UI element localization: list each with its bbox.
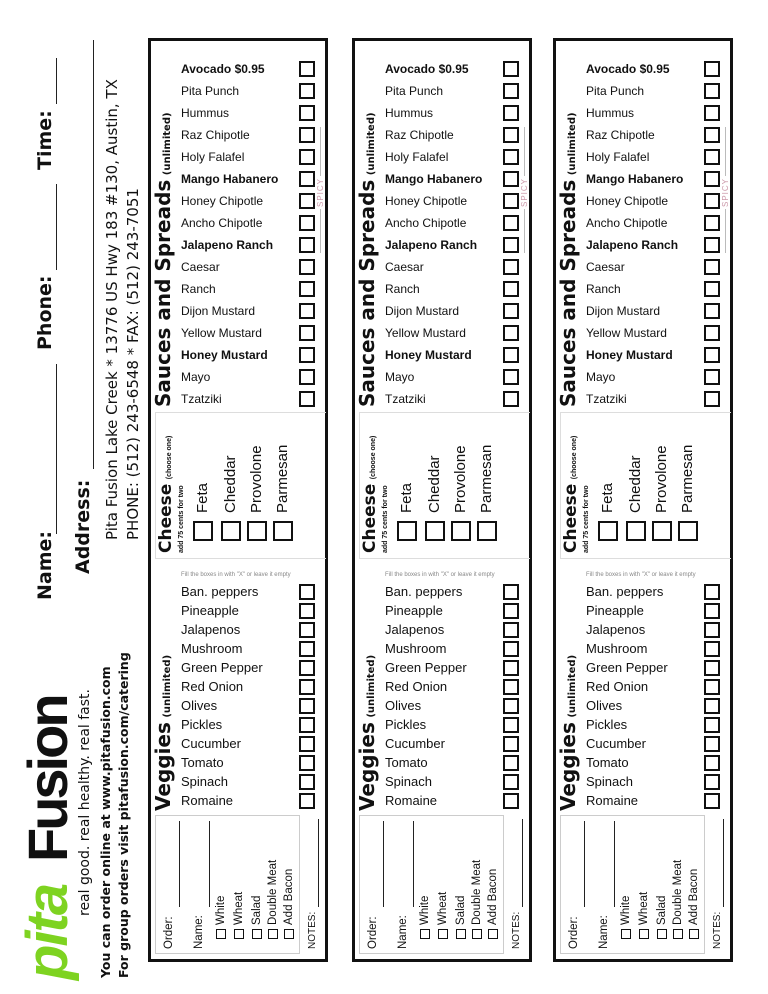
veggie-jalapenos: Jalapenos [586, 622, 646, 637]
veggie-tomato: Tomato [385, 755, 428, 770]
checkbox-green-pepper[interactable] [299, 660, 315, 676]
veggie-spinach: Spinach [181, 774, 228, 789]
checkbox-provolone[interactable] [652, 521, 672, 541]
checkbox-dijon-mustard[interactable] [299, 303, 315, 319]
cheese-subtitle: add 75 cents for two [178, 485, 185, 553]
checkbox-provolone[interactable] [451, 521, 471, 541]
checkbox-ban-peppers[interactable] [704, 584, 720, 600]
veggie-romaine: Romaine [181, 793, 234, 808]
veggie-cucumber: Cucumber [385, 736, 445, 751]
checkbox-cucumber[interactable] [704, 736, 720, 752]
sauce-raz-chipotle: Raz Chipotle [181, 128, 250, 142]
checkbox-avocado-0-95[interactable] [704, 61, 720, 77]
checkbox-ancho-chipotle[interactable] [704, 215, 720, 231]
cheese-parmesan: Parmesan [679, 444, 696, 513]
sauce-dijon-mustard: Dijon Mustard [181, 304, 256, 318]
sauce-holy-falafel: Holy Falafel [586, 150, 650, 164]
checkbox-mayo[interactable] [299, 369, 315, 385]
checkbox-white[interactable] [420, 929, 430, 939]
sauce-ancho-chipotle: Ancho Chipotle [586, 216, 668, 230]
option-add-bacon: Add Bacon [688, 868, 700, 925]
checkbox-yellow-mustard[interactable] [503, 325, 519, 341]
cheese-parmesan: Parmesan [274, 444, 291, 513]
address-field[interactable] [93, 40, 94, 469]
sauce-raz-chipotle: Raz Chipotle [385, 128, 454, 142]
veggie-olives: Olives [385, 698, 422, 713]
option-salad: Salad [251, 895, 263, 925]
sauces-title: Sauces and Spreads (unlimited) [355, 112, 379, 407]
sauce-tzatziki: Tzatziki [385, 392, 426, 406]
option-white: White [620, 895, 632, 925]
option-wheat: Wheat [437, 891, 449, 925]
veggie-tomato: Tomato [586, 755, 629, 770]
order-ticket-3 [553, 38, 733, 962]
veggie-green-pepper: Green Pepper [385, 660, 467, 675]
checkbox-pineapple[interactable] [704, 603, 720, 619]
checkbox-spinach[interactable] [503, 774, 519, 790]
checkbox-cheddar[interactable] [425, 521, 445, 541]
checkbox-provolone[interactable] [247, 521, 267, 541]
sauce-tzatziki: Tzatziki [586, 392, 627, 406]
veggies-note: Fill the boxes in with "X" or leave it empty [586, 572, 696, 578]
spicy-label: SPICY [520, 177, 529, 207]
cheese-feta: Feta [194, 482, 211, 513]
checkbox-ranch[interactable] [299, 281, 315, 297]
notes-label: NOTES: [712, 911, 723, 949]
option-white: White [215, 895, 227, 925]
checkbox-cheddar[interactable] [626, 521, 646, 541]
checkbox-pita-punch[interactable] [704, 83, 720, 99]
checkbox-red-onion[interactable] [503, 679, 519, 695]
veggie-cucumber: Cucumber [181, 736, 241, 751]
veggie-tomato: Tomato [181, 755, 224, 770]
veggie-ban-peppers: Ban. peppers [586, 584, 664, 599]
checkbox-hummus[interactable] [299, 105, 315, 121]
time-label: Time: [34, 110, 56, 170]
checkbox-white[interactable] [216, 929, 226, 939]
checkbox-green-pepper[interactable] [704, 660, 720, 676]
veggies-title: Veggies (unlimited) [556, 654, 580, 811]
ticket-name-label: Name: [397, 915, 409, 949]
checkbox-red-onion[interactable] [299, 679, 315, 695]
cheese-provolone: Provolone [653, 445, 670, 513]
veggie-red-onion: Red Onion [181, 679, 244, 694]
option-salad: Salad [455, 895, 467, 925]
time-field[interactable] [56, 58, 57, 104]
online-order-text: You can order online at www.pitafusion.com [98, 666, 113, 978]
checkbox-honey-chipotle[interactable] [503, 193, 519, 209]
checkbox-salad[interactable] [657, 929, 667, 939]
veggie-olives: Olives [181, 698, 218, 713]
notes-label: NOTES: [307, 911, 318, 949]
checkbox-caesar[interactable] [503, 259, 519, 275]
sauce-mayo: Mayo [586, 370, 616, 384]
checkbox-yellow-mustard[interactable] [704, 325, 720, 341]
checkbox-pickles[interactable] [704, 717, 720, 733]
sauces-title: Sauces and Spreads (unlimited) [556, 112, 580, 407]
checkbox-feta[interactable] [193, 521, 213, 541]
veggies-note: Fill the boxes in with "X" or leave it empty [385, 572, 495, 578]
checkbox-olives[interactable] [704, 698, 720, 714]
checkbox-mango-habanero[interactable] [704, 171, 720, 187]
checkbox-double-meat[interactable] [472, 929, 482, 939]
checkbox-olives[interactable] [503, 698, 519, 714]
checkbox-jalapenos[interactable] [704, 622, 720, 638]
sauce-jalapeno-ranch: Jalapeno Ranch [586, 238, 679, 252]
sauces-title: Sauces and Spreads (unlimited) [151, 112, 175, 407]
notes-field[interactable] [723, 819, 724, 907]
cheese-cheddar: Cheddar [426, 455, 443, 513]
order-ticket-2 [352, 38, 532, 962]
checkbox-spinach[interactable] [299, 774, 315, 790]
checkbox-mayo[interactable] [503, 369, 519, 385]
checkbox-wheat[interactable] [234, 929, 244, 939]
ticket-name-field[interactable] [614, 821, 615, 907]
cheese-title: Cheese (choose one) [156, 435, 176, 553]
checkbox-mushroom[interactable] [503, 641, 519, 657]
order-label: Order: [568, 916, 580, 949]
sauce-avocado-0-95: Avocado $0.95 [181, 62, 265, 76]
sauce-dijon-mustard: Dijon Mustard [385, 304, 460, 318]
checkbox-spinach[interactable] [704, 774, 720, 790]
sauce-mango-habanero: Mango Habanero [181, 172, 279, 186]
sauce-pita-punch: Pita Punch [586, 84, 645, 98]
checkbox-pickles[interactable] [299, 717, 315, 733]
checkbox-ban-peppers[interactable] [299, 584, 315, 600]
veggie-mushroom: Mushroom [586, 641, 648, 656]
checkbox-ancho-chipotle[interactable] [503, 215, 519, 231]
veggie-jalapenos: Jalapenos [385, 622, 445, 637]
checkbox-honey-mustard[interactable] [704, 347, 720, 363]
sauce-honey-mustard: Honey Mustard [385, 348, 472, 362]
ticket-name-field[interactable] [413, 821, 414, 907]
sauce-pita-punch: Pita Punch [385, 84, 444, 98]
sauce-pita-punch: Pita Punch [181, 84, 240, 98]
sauce-caesar: Caesar [181, 260, 220, 274]
checkbox-avocado-0-95[interactable] [503, 61, 519, 77]
logo-pita: pita [15, 884, 80, 980]
checkbox-holy-falafel[interactable] [299, 149, 315, 165]
checkbox-romaine[interactable] [299, 793, 315, 809]
cheese-title: Cheese (choose one) [561, 435, 581, 553]
notes-field[interactable] [318, 819, 319, 907]
checkbox-honey-chipotle[interactable] [704, 193, 720, 209]
veggie-cucumber: Cucumber [586, 736, 646, 751]
checkbox-romaine[interactable] [704, 793, 720, 809]
checkbox-mango-habanero[interactable] [299, 171, 315, 187]
checkbox-green-pepper[interactable] [503, 660, 519, 676]
checkbox-ancho-chipotle[interactable] [299, 215, 315, 231]
veggie-pineapple: Pineapple [385, 603, 443, 618]
cheese-provolone: Provolone [248, 445, 265, 513]
logo-fusion: Fusion [16, 696, 79, 862]
sauce-yellow-mustard: Yellow Mustard [385, 326, 466, 340]
checkbox-ranch[interactable] [704, 281, 720, 297]
checkbox-jalapeno-ranch[interactable] [704, 237, 720, 253]
sauce-ranch: Ranch [586, 282, 621, 296]
checkbox-cucumber[interactable] [503, 736, 519, 752]
sauce-holy-falafel: Holy Falafel [181, 150, 245, 164]
veggie-pickles: Pickles [181, 717, 223, 732]
checkbox-pineapple[interactable] [299, 603, 315, 619]
option-salad: Salad [656, 895, 668, 925]
veggie-mushroom: Mushroom [385, 641, 447, 656]
spicy-label: SPICY [721, 177, 730, 207]
checkbox-tomato[interactable] [704, 755, 720, 771]
sauce-yellow-mustard: Yellow Mustard [586, 326, 667, 340]
checkbox-double-meat[interactable] [673, 929, 683, 939]
checkbox-feta[interactable] [397, 521, 417, 541]
sauce-hummus: Hummus [385, 106, 434, 120]
notes-field[interactable] [522, 819, 523, 907]
checkbox-raz-chipotle[interactable] [299, 127, 315, 143]
checkbox-wheat[interactable] [438, 929, 448, 939]
tagline: real good. real healthy. real fast. [77, 689, 93, 916]
checkbox-mushroom[interactable] [299, 641, 315, 657]
checkbox-jalapenos[interactable] [299, 622, 315, 638]
checkbox-tzatziki[interactable] [299, 391, 315, 407]
checkbox-romaine[interactable] [503, 793, 519, 809]
checkbox-caesar[interactable] [704, 259, 720, 275]
veggie-pineapple: Pineapple [181, 603, 239, 618]
notes-label: NOTES: [511, 911, 522, 949]
checkbox-add-bacon[interactable] [488, 929, 498, 939]
order-field[interactable] [179, 821, 180, 907]
cheese-parmesan: Parmesan [478, 444, 495, 513]
ticket-name-label: Name: [598, 915, 610, 949]
checkbox-raz-chipotle[interactable] [704, 127, 720, 143]
sauce-caesar: Caesar [586, 260, 625, 274]
veggie-romaine: Romaine [586, 793, 639, 808]
cheese-feta: Feta [398, 482, 415, 513]
veggies-title: Veggies (unlimited) [151, 654, 175, 811]
checkbox-white[interactable] [621, 929, 631, 939]
checkbox-parmesan[interactable] [273, 521, 293, 541]
order-label: Order: [367, 916, 379, 949]
checkbox-mango-habanero[interactable] [503, 171, 519, 187]
veggie-green-pepper: Green Pepper [586, 660, 668, 675]
checkbox-dijon-mustard[interactable] [704, 303, 720, 319]
option-wheat: Wheat [233, 891, 245, 925]
checkbox-add-bacon[interactable] [689, 929, 699, 939]
name-field[interactable] [56, 364, 57, 534]
option-wheat: Wheat [638, 891, 650, 925]
checkbox-wheat[interactable] [639, 929, 649, 939]
checkbox-tzatziki[interactable] [503, 391, 519, 407]
checkbox-tomato[interactable] [503, 755, 519, 771]
sauce-yellow-mustard: Yellow Mustard [181, 326, 262, 340]
checkbox-cucumber[interactable] [299, 736, 315, 752]
cheese-subtitle: add 75 cents for two [583, 485, 590, 553]
veggie-red-onion: Red Onion [385, 679, 448, 694]
phone-field[interactable] [56, 184, 57, 270]
sauce-tzatziki: Tzatziki [181, 392, 222, 406]
cheese-subtitle: add 75 cents for two [382, 485, 389, 553]
order-field[interactable] [383, 821, 384, 907]
veggies-note: Fill the boxes in with "X" or leave it empty [181, 572, 291, 578]
order-ticket-1 [148, 38, 328, 962]
option-double-meat: Double Meat [471, 859, 483, 925]
sauce-jalapeno-ranch: Jalapeno Ranch [181, 238, 274, 252]
checkbox-pickles[interactable] [503, 717, 519, 733]
checkbox-hummus[interactable] [503, 105, 519, 121]
name-label: Name: [34, 530, 56, 600]
checkbox-dijon-mustard[interactable] [503, 303, 519, 319]
sauce-mayo: Mayo [181, 370, 211, 384]
address-label: Address: [72, 479, 94, 574]
cheese-cheddar: Cheddar [222, 455, 239, 513]
checkbox-yellow-mustard[interactable] [299, 325, 315, 341]
sauce-holy-falafel: Holy Falafel [385, 150, 449, 164]
checkbox-pineapple[interactable] [503, 603, 519, 619]
checkbox-jalapeno-ranch[interactable] [299, 237, 315, 253]
checkbox-honey-mustard[interactable] [299, 347, 315, 363]
veggie-pickles: Pickles [586, 717, 628, 732]
veggie-romaine: Romaine [385, 793, 438, 808]
location-text: Pita Fusion Lake Creek * 13776 US Hwy 183 #130, Austin, TX [103, 79, 121, 540]
checkbox-cheddar[interactable] [221, 521, 241, 541]
checkbox-ranch[interactable] [503, 281, 519, 297]
checkbox-raz-chipotle[interactable] [503, 127, 519, 143]
cheese-title: Cheese (choose one) [360, 435, 380, 553]
sauce-honey-chipotle: Honey Chipotle [385, 194, 468, 208]
sauce-caesar: Caesar [385, 260, 424, 274]
checkbox-tzatziki[interactable] [704, 391, 720, 407]
checkbox-red-onion[interactable] [704, 679, 720, 695]
checkbox-honey-mustard[interactable] [503, 347, 519, 363]
cheese-feta: Feta [599, 482, 616, 513]
sauce-mango-habanero: Mango Habanero [586, 172, 684, 186]
veggie-mushroom: Mushroom [181, 641, 243, 656]
veggie-pickles: Pickles [385, 717, 427, 732]
sauce-honey-mustard: Honey Mustard [586, 348, 673, 362]
checkbox-honey-chipotle[interactable] [299, 193, 315, 209]
sauce-mango-habanero: Mango Habanero [385, 172, 483, 186]
sauce-ancho-chipotle: Ancho Chipotle [181, 216, 263, 230]
sauce-honey-chipotle: Honey Chipotle [181, 194, 264, 208]
sauce-dijon-mustard: Dijon Mustard [586, 304, 661, 318]
checkbox-holy-falafel[interactable] [704, 149, 720, 165]
veggie-pineapple: Pineapple [586, 603, 644, 618]
veggie-ban-peppers: Ban. peppers [385, 584, 463, 599]
checkbox-caesar[interactable] [299, 259, 315, 275]
veggie-olives: Olives [586, 698, 623, 713]
option-add-bacon: Add Bacon [283, 868, 295, 925]
checkbox-jalapeno-ranch[interactable] [503, 237, 519, 253]
sauce-hummus: Hummus [181, 106, 230, 120]
checkbox-ban-peppers[interactable] [503, 584, 519, 600]
checkbox-tomato[interactable] [299, 755, 315, 771]
ticket-name-label: Name: [193, 915, 205, 949]
sauce-avocado-0-95: Avocado $0.95 [385, 62, 469, 76]
checkbox-hummus[interactable] [704, 105, 720, 121]
checkbox-parmesan[interactable] [477, 521, 497, 541]
contact-text: PHONE: (512) 243-6548 * FAX: (512) 243-7051 [124, 188, 142, 540]
checkbox-mushroom[interactable] [704, 641, 720, 657]
order-label: Order: [163, 916, 175, 949]
checkbox-salad[interactable] [456, 929, 466, 939]
sauce-ranch: Ranch [385, 282, 420, 296]
sauce-avocado-0-95: Avocado $0.95 [586, 62, 670, 76]
checkbox-jalapenos[interactable] [503, 622, 519, 638]
checkbox-avocado-0-95[interactable] [299, 61, 315, 77]
checkbox-holy-falafel[interactable] [503, 149, 519, 165]
ticket-name-field[interactable] [209, 821, 210, 907]
phone-label: Phone: [34, 275, 56, 350]
group-order-text: For group orders visit pitafusion.com/catering [116, 652, 131, 978]
checkbox-double-meat[interactable] [268, 929, 278, 939]
checkbox-mayo[interactable] [704, 369, 720, 385]
checkbox-olives[interactable] [299, 698, 315, 714]
veggie-red-onion: Red Onion [586, 679, 649, 694]
sauce-hummus: Hummus [586, 106, 635, 120]
checkbox-add-bacon[interactable] [284, 929, 294, 939]
veggie-spinach: Spinach [385, 774, 432, 789]
order-field[interactable] [584, 821, 585, 907]
sauce-jalapeno-ranch: Jalapeno Ranch [385, 238, 478, 252]
checkbox-pita-punch[interactable] [503, 83, 519, 99]
veggie-green-pepper: Green Pepper [181, 660, 263, 675]
sauce-honey-chipotle: Honey Chipotle [586, 194, 669, 208]
veggie-ban-peppers: Ban. peppers [181, 584, 259, 599]
veggies-title: Veggies (unlimited) [355, 654, 379, 811]
veggie-jalapenos: Jalapenos [181, 622, 241, 637]
sauce-ancho-chipotle: Ancho Chipotle [385, 216, 467, 230]
checkbox-parmesan[interactable] [678, 521, 698, 541]
spicy-label: SPICY [316, 177, 325, 207]
checkbox-salad[interactable] [252, 929, 262, 939]
option-white: White [419, 895, 431, 925]
checkbox-feta[interactable] [598, 521, 618, 541]
sauce-mayo: Mayo [385, 370, 415, 384]
veggie-spinach: Spinach [586, 774, 633, 789]
sauce-raz-chipotle: Raz Chipotle [586, 128, 655, 142]
option-double-meat: Double Meat [267, 859, 279, 925]
checkbox-pita-punch[interactable] [299, 83, 315, 99]
cheese-provolone: Provolone [452, 445, 469, 513]
cheese-cheddar: Cheddar [627, 455, 644, 513]
option-double-meat: Double Meat [672, 859, 684, 925]
option-add-bacon: Add Bacon [487, 868, 499, 925]
sauce-ranch: Ranch [181, 282, 216, 296]
sauce-honey-mustard: Honey Mustard [181, 348, 268, 362]
